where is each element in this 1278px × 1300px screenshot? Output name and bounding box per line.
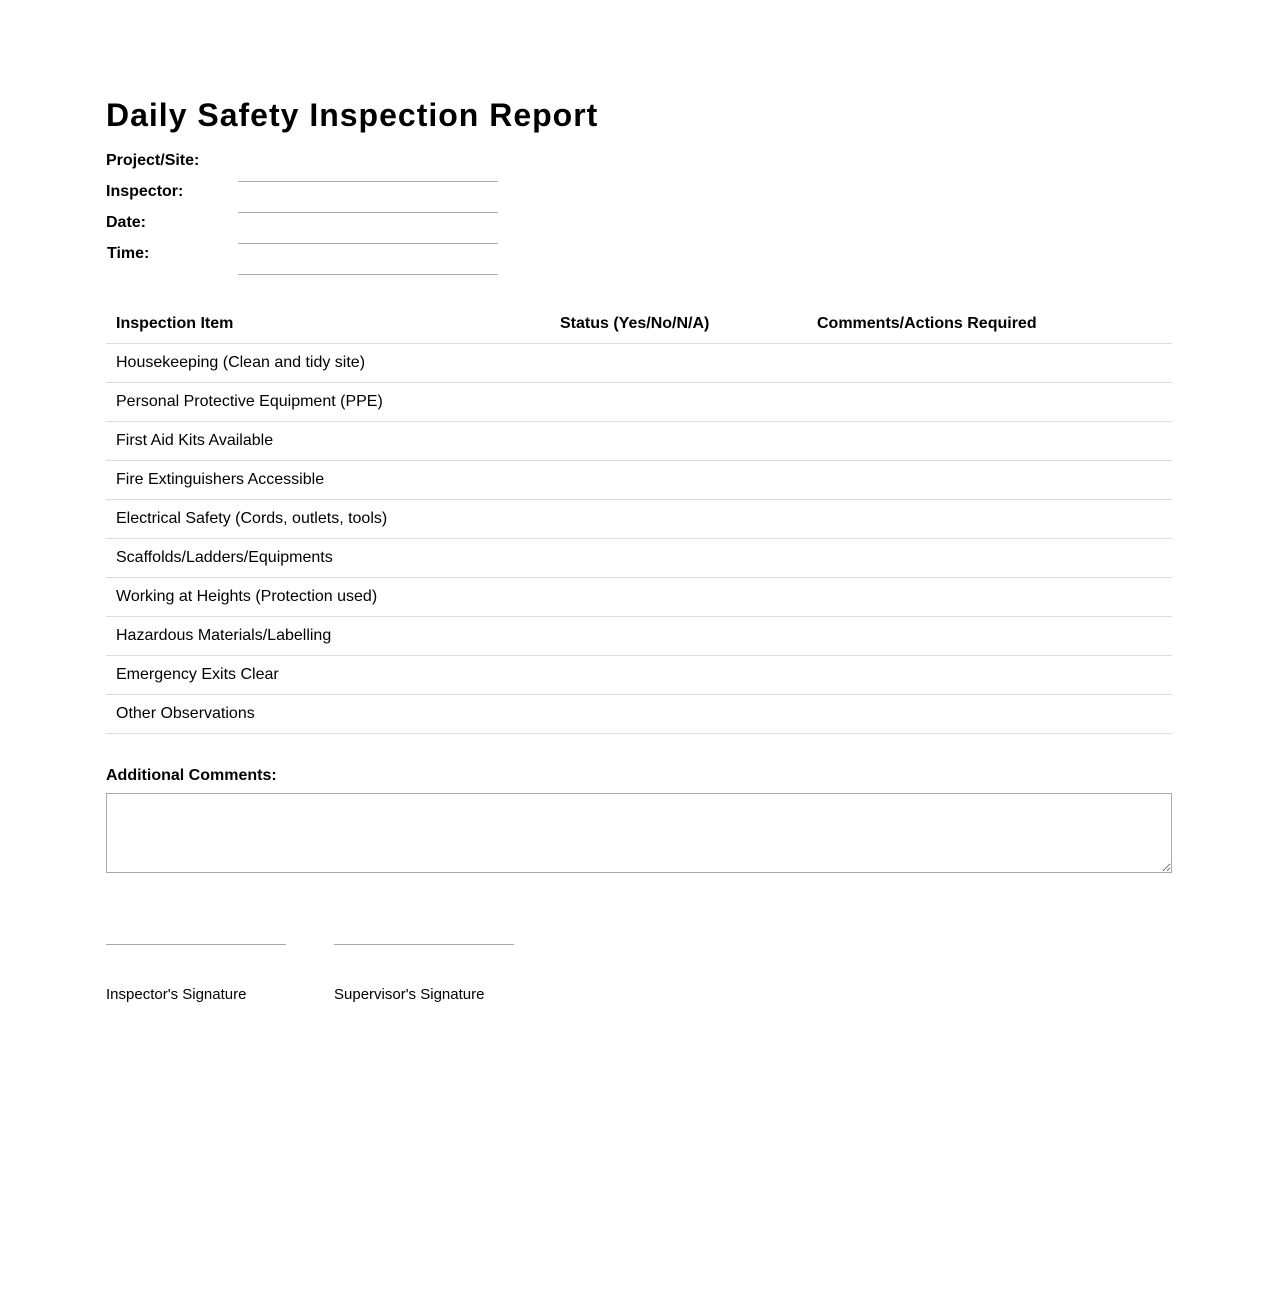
field-inspector [106,182,506,213]
inspector-signature-label: Inspector's Signature [106,986,247,1003]
table-header-row [106,305,1172,344]
additional-comments-textarea[interactable] [106,793,1172,873]
status-cell[interactable] [550,695,807,734]
status-cell[interactable] [550,500,807,539]
comments-cell[interactable] [807,656,1172,695]
additional-comments-label: Additional Comments: [106,767,277,784]
field-label: Date: [106,214,147,231]
supervisor-signature-line[interactable] [334,944,514,945]
field-label: Project/Site: [106,152,200,169]
status-cell[interactable] [550,578,807,617]
comments-cell[interactable] [807,500,1172,539]
comments-cell[interactable] [807,461,1172,500]
comments-cell[interactable] [807,617,1172,656]
status-cell[interactable] [550,617,807,656]
status-cell[interactable] [550,422,807,461]
item-cell: Personal Protective Equipment (PPE) [106,383,550,422]
comments-cell[interactable] [807,383,1172,422]
inspector-signature-block [106,944,286,1003]
table-row [106,422,1172,461]
field-label: Time: [107,245,150,262]
inspector-input[interactable] [238,192,498,213]
comments-cell[interactable] [807,539,1172,578]
project-site-input[interactable] [238,161,498,182]
table-row [106,539,1172,578]
status-cell[interactable] [550,344,807,383]
status-cell[interactable] [550,461,807,500]
item-cell: Working at Heights (Protection used) [106,578,550,617]
inspection-table [106,305,1172,734]
item-cell: Scaffolds/Ladders/Equipments [106,539,550,578]
status-cell[interactable] [550,656,807,695]
item-cell: Other Observations [106,695,550,734]
comments-cell[interactable] [807,578,1172,617]
item-cell: Fire Extinguishers Accessible [106,461,550,500]
table-row [106,461,1172,500]
field-project-site [106,151,506,182]
status-cell[interactable] [550,539,807,578]
comments-cell[interactable] [807,344,1172,383]
item-cell: Housekeeping (Clean and tidy site) [106,344,550,383]
table-row [106,344,1172,383]
comments-cell[interactable] [807,695,1172,734]
table-row [106,383,1172,422]
item-cell: Emergency Exits Clear [106,656,550,695]
field-label: Inspector: [106,183,184,200]
column-header-comments: Comments/Actions Required [807,305,1172,344]
item-cell: Hazardous Materials/Labelling [106,617,550,656]
supervisor-signature-block [334,944,514,1003]
field-date [106,213,506,244]
supervisor-signature-label: Supervisor's Signature [334,986,485,1003]
item-cell: Electrical Safety (Cords, outlets, tools) [106,500,550,539]
page-title: Daily Safety Inspection Report [106,97,599,133]
inspector-signature-line[interactable] [106,944,286,945]
time-input[interactable] [238,254,498,275]
table-row [106,500,1172,539]
status-cell[interactable] [550,383,807,422]
comments-cell[interactable] [807,422,1172,461]
column-header-status: Status (Yes/No/N/A) [550,305,807,344]
column-header-item: Inspection Item [106,305,550,344]
table-row [106,695,1172,734]
date-input[interactable] [238,223,498,244]
table-row [106,656,1172,695]
table-row [106,578,1172,617]
field-time [106,244,506,275]
table-row [106,617,1172,656]
item-cell: First Aid Kits Available [106,422,550,461]
